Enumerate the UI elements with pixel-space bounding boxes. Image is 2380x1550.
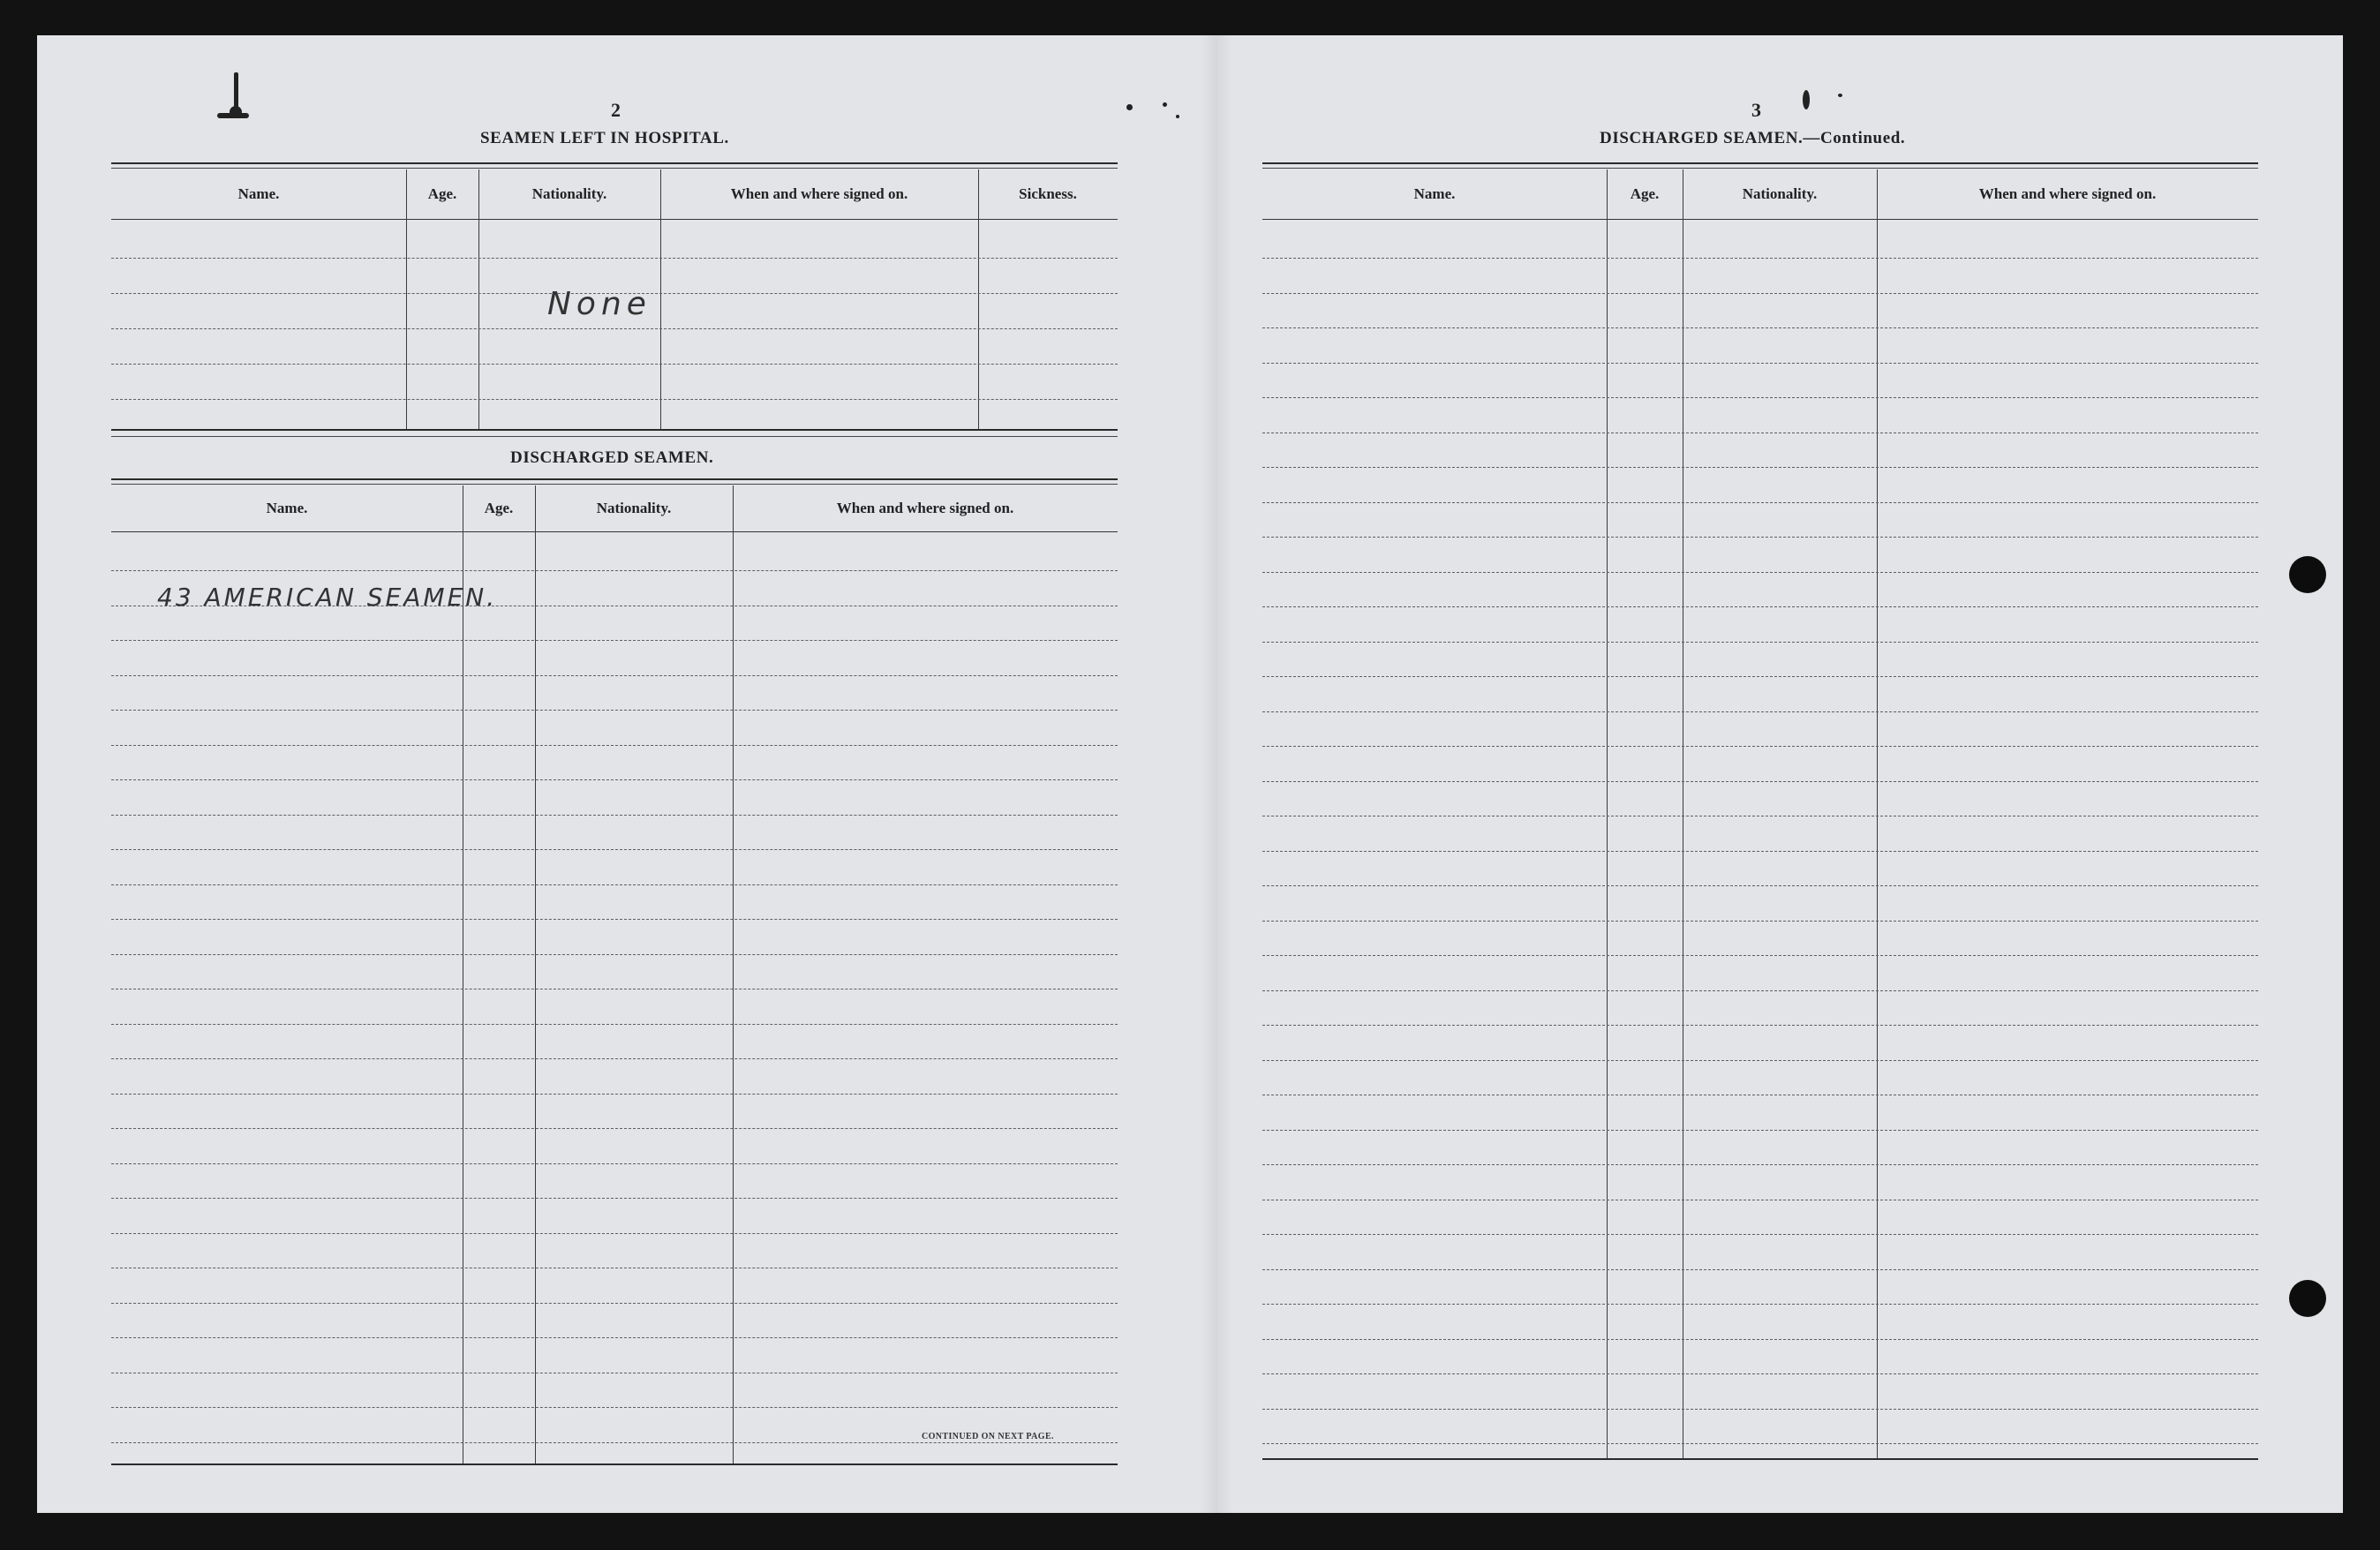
right-page-number: 3 <box>1751 99 1761 121</box>
ruled-line <box>1262 851 2258 852</box>
discharged-table-right <box>1262 162 2258 1465</box>
ruled-line <box>111 1198 1118 1199</box>
column-header-age: Age. <box>484 500 514 516</box>
ruled-line <box>1262 1304 2258 1305</box>
table-bottom-rule-secondary <box>111 436 1118 437</box>
ruled-line <box>1262 1339 2258 1340</box>
ruled-line <box>1262 467 2258 468</box>
handwritten-entry: None <box>547 286 651 322</box>
ruled-line <box>111 884 1118 885</box>
ruled-line <box>1262 1025 2258 1026</box>
ruled-line <box>1262 746 2258 747</box>
ruled-line <box>111 954 1118 955</box>
column-header-name: Name. <box>1413 185 1456 202</box>
discharged-table-left <box>111 478 1118 1471</box>
ink-mark-blot <box>1803 90 1810 109</box>
header-rule <box>1262 219 2258 220</box>
column-divider <box>660 169 661 429</box>
ruled-line <box>1262 1409 2258 1410</box>
ruled-line <box>111 710 1118 711</box>
table-top-rule <box>1262 162 2258 164</box>
ruled-line <box>111 1303 1118 1304</box>
ruled-line <box>111 1337 1118 1338</box>
table-bottom-rule <box>111 1463 1118 1465</box>
ruled-line <box>111 1024 1118 1025</box>
ruled-line <box>1262 1234 2258 1235</box>
ruled-line <box>1262 1269 2258 1270</box>
table-top-rule-secondary <box>111 484 1118 485</box>
ink-mark-dot <box>1838 94 1842 97</box>
ink-mark-dot <box>1126 104 1133 110</box>
ruled-line <box>1262 293 2258 294</box>
column-header-age: Age. <box>427 185 457 202</box>
ruled-line <box>111 399 1118 400</box>
ruled-line <box>111 1442 1118 1443</box>
column-header-nationality: Nationality. <box>531 185 607 202</box>
ruled-line <box>111 258 1118 259</box>
ruled-line <box>111 570 1118 571</box>
ruled-line <box>111 1163 1118 1164</box>
punch-hole <box>2289 1280 2326 1317</box>
ruled-line <box>111 1128 1118 1129</box>
ruled-line <box>1262 990 2258 991</box>
table-top-rule-secondary <box>1262 168 2258 169</box>
ruled-line <box>1262 711 2258 712</box>
ruled-line <box>1262 258 2258 259</box>
table-bottom-rule <box>111 429 1118 431</box>
left-page-number: 2 <box>611 99 621 121</box>
ruled-line <box>111 640 1118 641</box>
column-header-age: Age. <box>1630 185 1660 202</box>
table-top-rule <box>111 162 1118 164</box>
ruled-line <box>1262 397 2258 398</box>
ink-mark-anchor-base <box>217 113 249 118</box>
column-header-sickness: Sickness. <box>1019 185 1077 202</box>
column-divider <box>406 169 407 429</box>
hospital-table <box>111 162 1118 438</box>
ruled-line <box>1262 327 2258 328</box>
discharged-section-title: DISCHARGED SEAMEN. <box>510 448 714 467</box>
ruled-line <box>111 364 1118 365</box>
column-header-signed-on: When and where signed on. <box>836 500 1014 516</box>
header-rule <box>111 531 1118 532</box>
document-spread <box>37 35 2343 1513</box>
ruled-line <box>1262 676 2258 677</box>
ruled-line <box>111 919 1118 920</box>
ink-mark-dot <box>1176 115 1179 118</box>
page-fold <box>1201 35 1232 1513</box>
column-header-nationality: Nationality. <box>1742 185 1818 202</box>
ruled-line <box>111 328 1118 329</box>
ruled-line <box>111 675 1118 676</box>
ruled-line <box>1262 1130 2258 1131</box>
column-header-name: Name. <box>237 185 280 202</box>
column-divider <box>978 169 979 429</box>
ruled-line <box>111 1058 1118 1059</box>
ruled-line <box>111 745 1118 746</box>
ruled-line <box>111 1407 1118 1408</box>
ruled-line <box>1262 502 2258 503</box>
handwritten-entry: 43 AMERICAN SEAMEN. <box>157 583 498 612</box>
ruled-line <box>1262 606 2258 607</box>
hospital-section-title: SEAMEN LEFT IN HOSPITAL. <box>480 129 729 147</box>
column-header-name: Name. <box>266 500 308 516</box>
ruled-line <box>1262 1373 2258 1374</box>
ruled-line <box>1262 1443 2258 1444</box>
ruled-line <box>111 779 1118 780</box>
ink-mark-anchor-stem <box>234 72 238 111</box>
column-divider <box>478 169 479 429</box>
ruled-line <box>1262 955 2258 956</box>
column-divider <box>733 485 734 1463</box>
ruled-line <box>1262 572 2258 573</box>
table-top-rule <box>111 478 1118 480</box>
punch-hole <box>2289 556 2326 593</box>
table-bottom-rule <box>1262 1458 2258 1460</box>
ruled-line <box>111 849 1118 850</box>
ruled-line <box>1262 781 2258 782</box>
header-rule <box>111 219 1118 220</box>
column-header-nationality: Nationality. <box>596 500 672 516</box>
ruled-line <box>1262 1164 2258 1165</box>
column-header-signed-on: When and where signed on. <box>1978 185 2157 202</box>
continued-note: CONTINUED ON NEXT PAGE. <box>922 1432 1054 1441</box>
ruled-line <box>111 1233 1118 1234</box>
ruled-line <box>111 1094 1118 1095</box>
ruled-line <box>1262 1060 2258 1061</box>
column-header-signed-on: When and where signed on. <box>730 185 908 202</box>
ruled-line <box>1262 537 2258 538</box>
table-top-rule-secondary <box>111 168 1118 169</box>
ruled-line <box>1262 885 2258 886</box>
ink-mark-dot <box>1163 102 1167 107</box>
column-divider <box>535 485 536 1463</box>
right-section-title: DISCHARGED SEAMEN.—Continued. <box>1600 129 1906 147</box>
ruled-line <box>111 815 1118 816</box>
ruled-line <box>1262 921 2258 922</box>
ruled-line <box>1262 363 2258 364</box>
ruled-line <box>1262 642 2258 643</box>
